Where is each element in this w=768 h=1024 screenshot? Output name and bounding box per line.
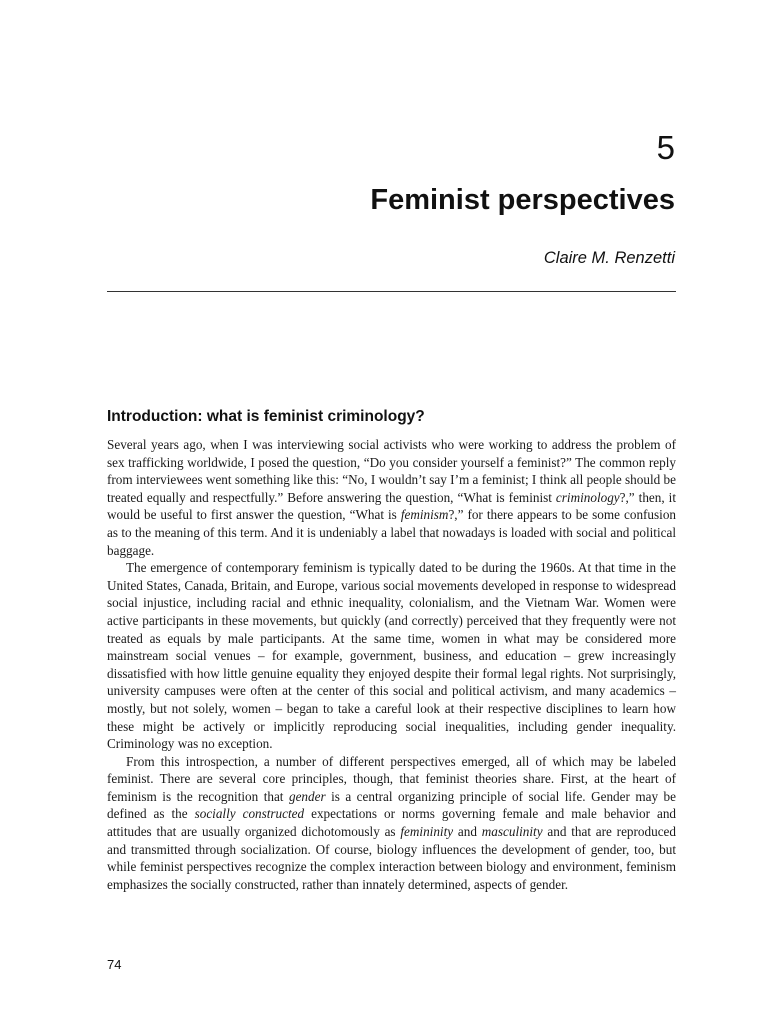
- paragraph-3-text: expectations or norms governing female and male behavior and attitudes that are usually organized dichotomously as: [107, 806, 677, 840]
- paragraph-3-text: and that are reproduced and transmitted through socialization. Of course, biology influences the development of gender, too, but while feminist perspectives recognize the complex interaction between biology and environment, feminism emphasizes the socially constructed, rather than innately determined, aspects of gender.: [107, 824, 676, 892]
- paragraph-3-text: and: [453, 824, 482, 840]
- page-number: 74: [107, 957, 122, 972]
- paragraph-1-text: Several years ago, when I was interviewing social activists who were working to address the problem of sex trafficking worldwide, I posed the question, “Do you consider yourself a feminist?” The common reply from interviewees went something like this: “No, I wouldn’t say I’m a feminist; I think all people should be treated equally and respectfully.” Before answering the question, “What is feminist: [107, 437, 676, 505]
- paragraph-3: [107, 753, 676, 894]
- chapter-title: Feminist perspectives: [370, 184, 675, 216]
- chapter-author: Claire M. Renzetti: [543, 249, 675, 267]
- body-text: [107, 436, 676, 893]
- paragraph-3-emphasis-masculinity: masculinity: [481, 824, 543, 840]
- paragraph-2-text: The emergence of contemporary feminism is typically dated to be during the 1960s. At that time in the United States, Canada, Britain, and Europe, various social movements developed in response to widespread social injustice, including racial and ethnic inequality, colonialism, and the Vietnam War. Women were active participants in these movements, but quickly (and correctly) perceived that they frequently were not treated as equals by male participants. At the same time, women in what may be considered more mainstream social venues – for example, government, business, and education – grew increasingly dissatisfied with how little genuine equality they enjoyed despite their formal legal rights. Not surprisingly, university campuses were often at the center of this social and political activism, and many academics – mostly, but not solely, women – began to take a careful look at their respective disciplines to learn how these might be actively or implicitly reproducing social inequalities, including gender inequality. Criminology was no exception.: [107, 560, 676, 752]
- paragraph-3-text: is a central organizing principle of social life. Gender may be defined as the: [107, 788, 677, 822]
- paragraph-3-emphasis-socially-constructed: socially constructed: [194, 806, 305, 822]
- paragraph-1-text: ?,” then, it would be useful to first answer the question, “What is: [107, 489, 676, 523]
- chapter-number: 5: [656, 129, 675, 166]
- paragraph-1-emphasis-criminology: criminology: [555, 489, 620, 505]
- paragraph-3-emphasis-femininity: femininity: [400, 824, 454, 840]
- paragraph-3-emphasis-gender: gender: [288, 788, 326, 804]
- paragraph-2: [107, 559, 676, 753]
- paragraph-1: [107, 436, 676, 559]
- paragraph-1-emphasis-feminism: feminism: [400, 507, 449, 523]
- paragraph-1-text: ?,” for there appears to be some confusion as to the meaning of this term. And it is undeniably a label that nowadays is loaded with social and political baggage.: [107, 507, 677, 558]
- section-heading: Introduction: what is feminist criminology?: [107, 408, 425, 425]
- title-divider: [107, 291, 676, 292]
- paragraph-3-text: From this introspection, a number of different perspectives emerged, all of which may be labeled feminist. There are several core principles, though, that feminist theories share. First, at the heart of feminism is the recognition that: [107, 753, 676, 804]
